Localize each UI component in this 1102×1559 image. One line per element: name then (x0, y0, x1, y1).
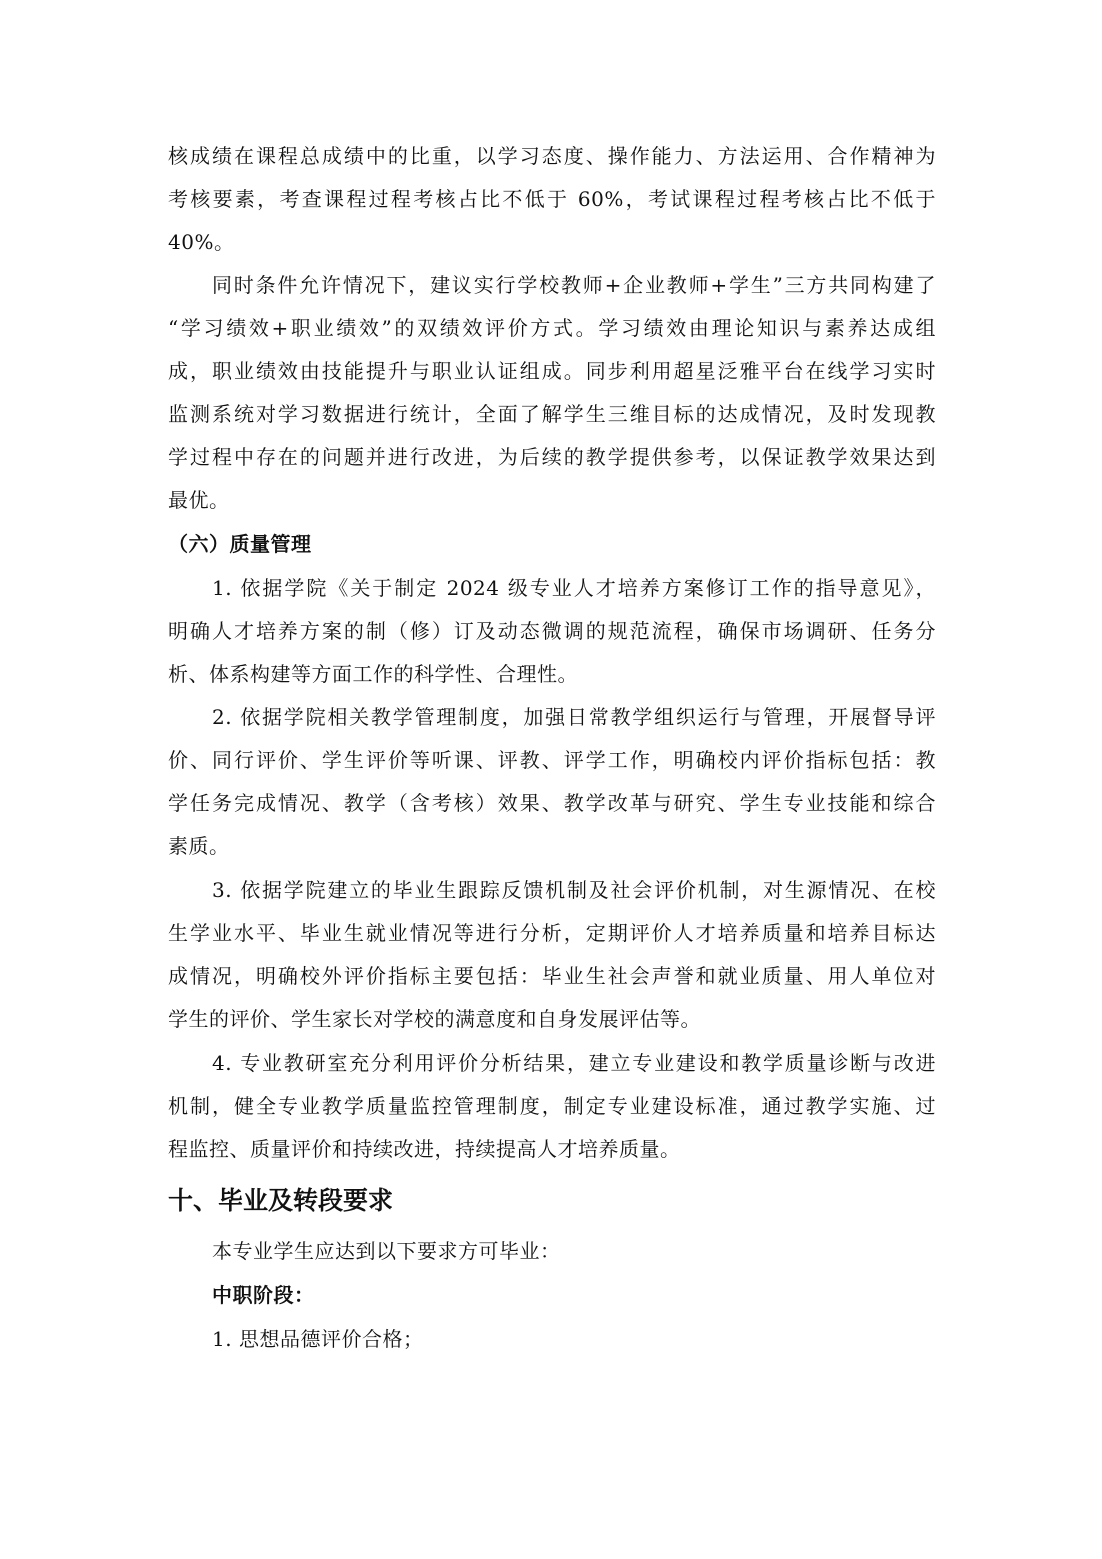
paragraph-line: 本专业学生应达到以下要求方可毕业： (212, 1239, 561, 1263)
paragraph-line: 3. 依据学院建立的毕业生跟踪反馈机制及社会评价机制，对生源情况、在校 (212, 878, 936, 902)
paragraph-line: 核成绩在课程总成绩中的比重，以学习态度、操作能力、方法运用、合作精神为 (168, 144, 936, 168)
paragraph-line: 明确人才培养方案的制（修）订及动态微调的规范流程，确保市场调研、任务分 (168, 619, 936, 643)
paragraph-line: 监测系统对学习数据进行统计，全面了解学生三维目标的达成情况，及时发现教 (168, 402, 936, 426)
paragraph-line: 1. 依据学院《关于制定 2024 级专业人才培养方案修订工作的指导意见》， (212, 576, 936, 600)
paragraph-line: 最优。 (168, 488, 230, 512)
paragraph-line: 价、同行评价、学生评价等听课、评教、评学工作，明确校内评价指标包括：教 (168, 748, 936, 772)
paragraph-line: 程监控、质量评价和持续改进，持续提高人才培养质量。 (168, 1137, 681, 1161)
paragraph-line: 素质。 (168, 834, 230, 858)
paragraph-line: “学习绩效+职业绩效”的双绩效评价方式。学习绩效由理论知识与素养达成组 (168, 316, 936, 340)
paragraph-line: 机制，健全专业教学质量监控管理制度，制定专业建设标准，通过教学实施、过 (168, 1094, 936, 1118)
paragraph-line: 析、体系构建等方面工作的科学性、合理性。 (168, 662, 578, 686)
requirement-item: 1. 思想品德评价合格； (212, 1327, 424, 1351)
paragraph-line: 40%。 (168, 230, 235, 254)
section-heading: （六）质量管理 (168, 532, 312, 556)
paragraph-line: 成情况，明确校外评价指标主要包括：毕业生社会声誉和就业质量、用人单位对 (168, 964, 936, 988)
paragraph-line: 生学业水平、毕业生就业情况等进行分析，定期评价人才培养质量和培养目标达 (168, 921, 936, 945)
chapter-heading: 十、毕业及转段要求 (168, 1186, 394, 1215)
paragraph-line: 4. 专业教研室充分利用评价分析结果，建立专业建设和教学质量诊断与改进 (212, 1051, 936, 1075)
paragraph-line: 成，职业绩效由技能提升与职业认证组成。同步利用超星泛雅平台在线学习实时 (168, 359, 936, 383)
paragraph-line: 2. 依据学院相关教学管理制度，加强日常教学组织运行与管理，开展督导评 (212, 705, 936, 729)
paragraph-line: 学任务完成情况、教学（含考核）效果、教学改革与研究、学生专业技能和综合 (168, 791, 936, 815)
paragraph-line: 学过程中存在的问题并进行改进，为后续的教学提供参考，以保证教学效果达到 (168, 445, 936, 469)
paragraph-line: 同时条件允许情况下，建议实行学校教师+企业教师+学生”三方共同构建了 (212, 273, 936, 297)
paragraph-line: 考核要素，考查课程过程考核占比不低于 60%，考试课程过程考核占比不低于 (168, 187, 936, 211)
stage-label: 中职阶段： (212, 1283, 315, 1307)
paragraph-line: 学生的评价、学生家长对学校的满意度和自身发展评估等。 (168, 1007, 701, 1031)
